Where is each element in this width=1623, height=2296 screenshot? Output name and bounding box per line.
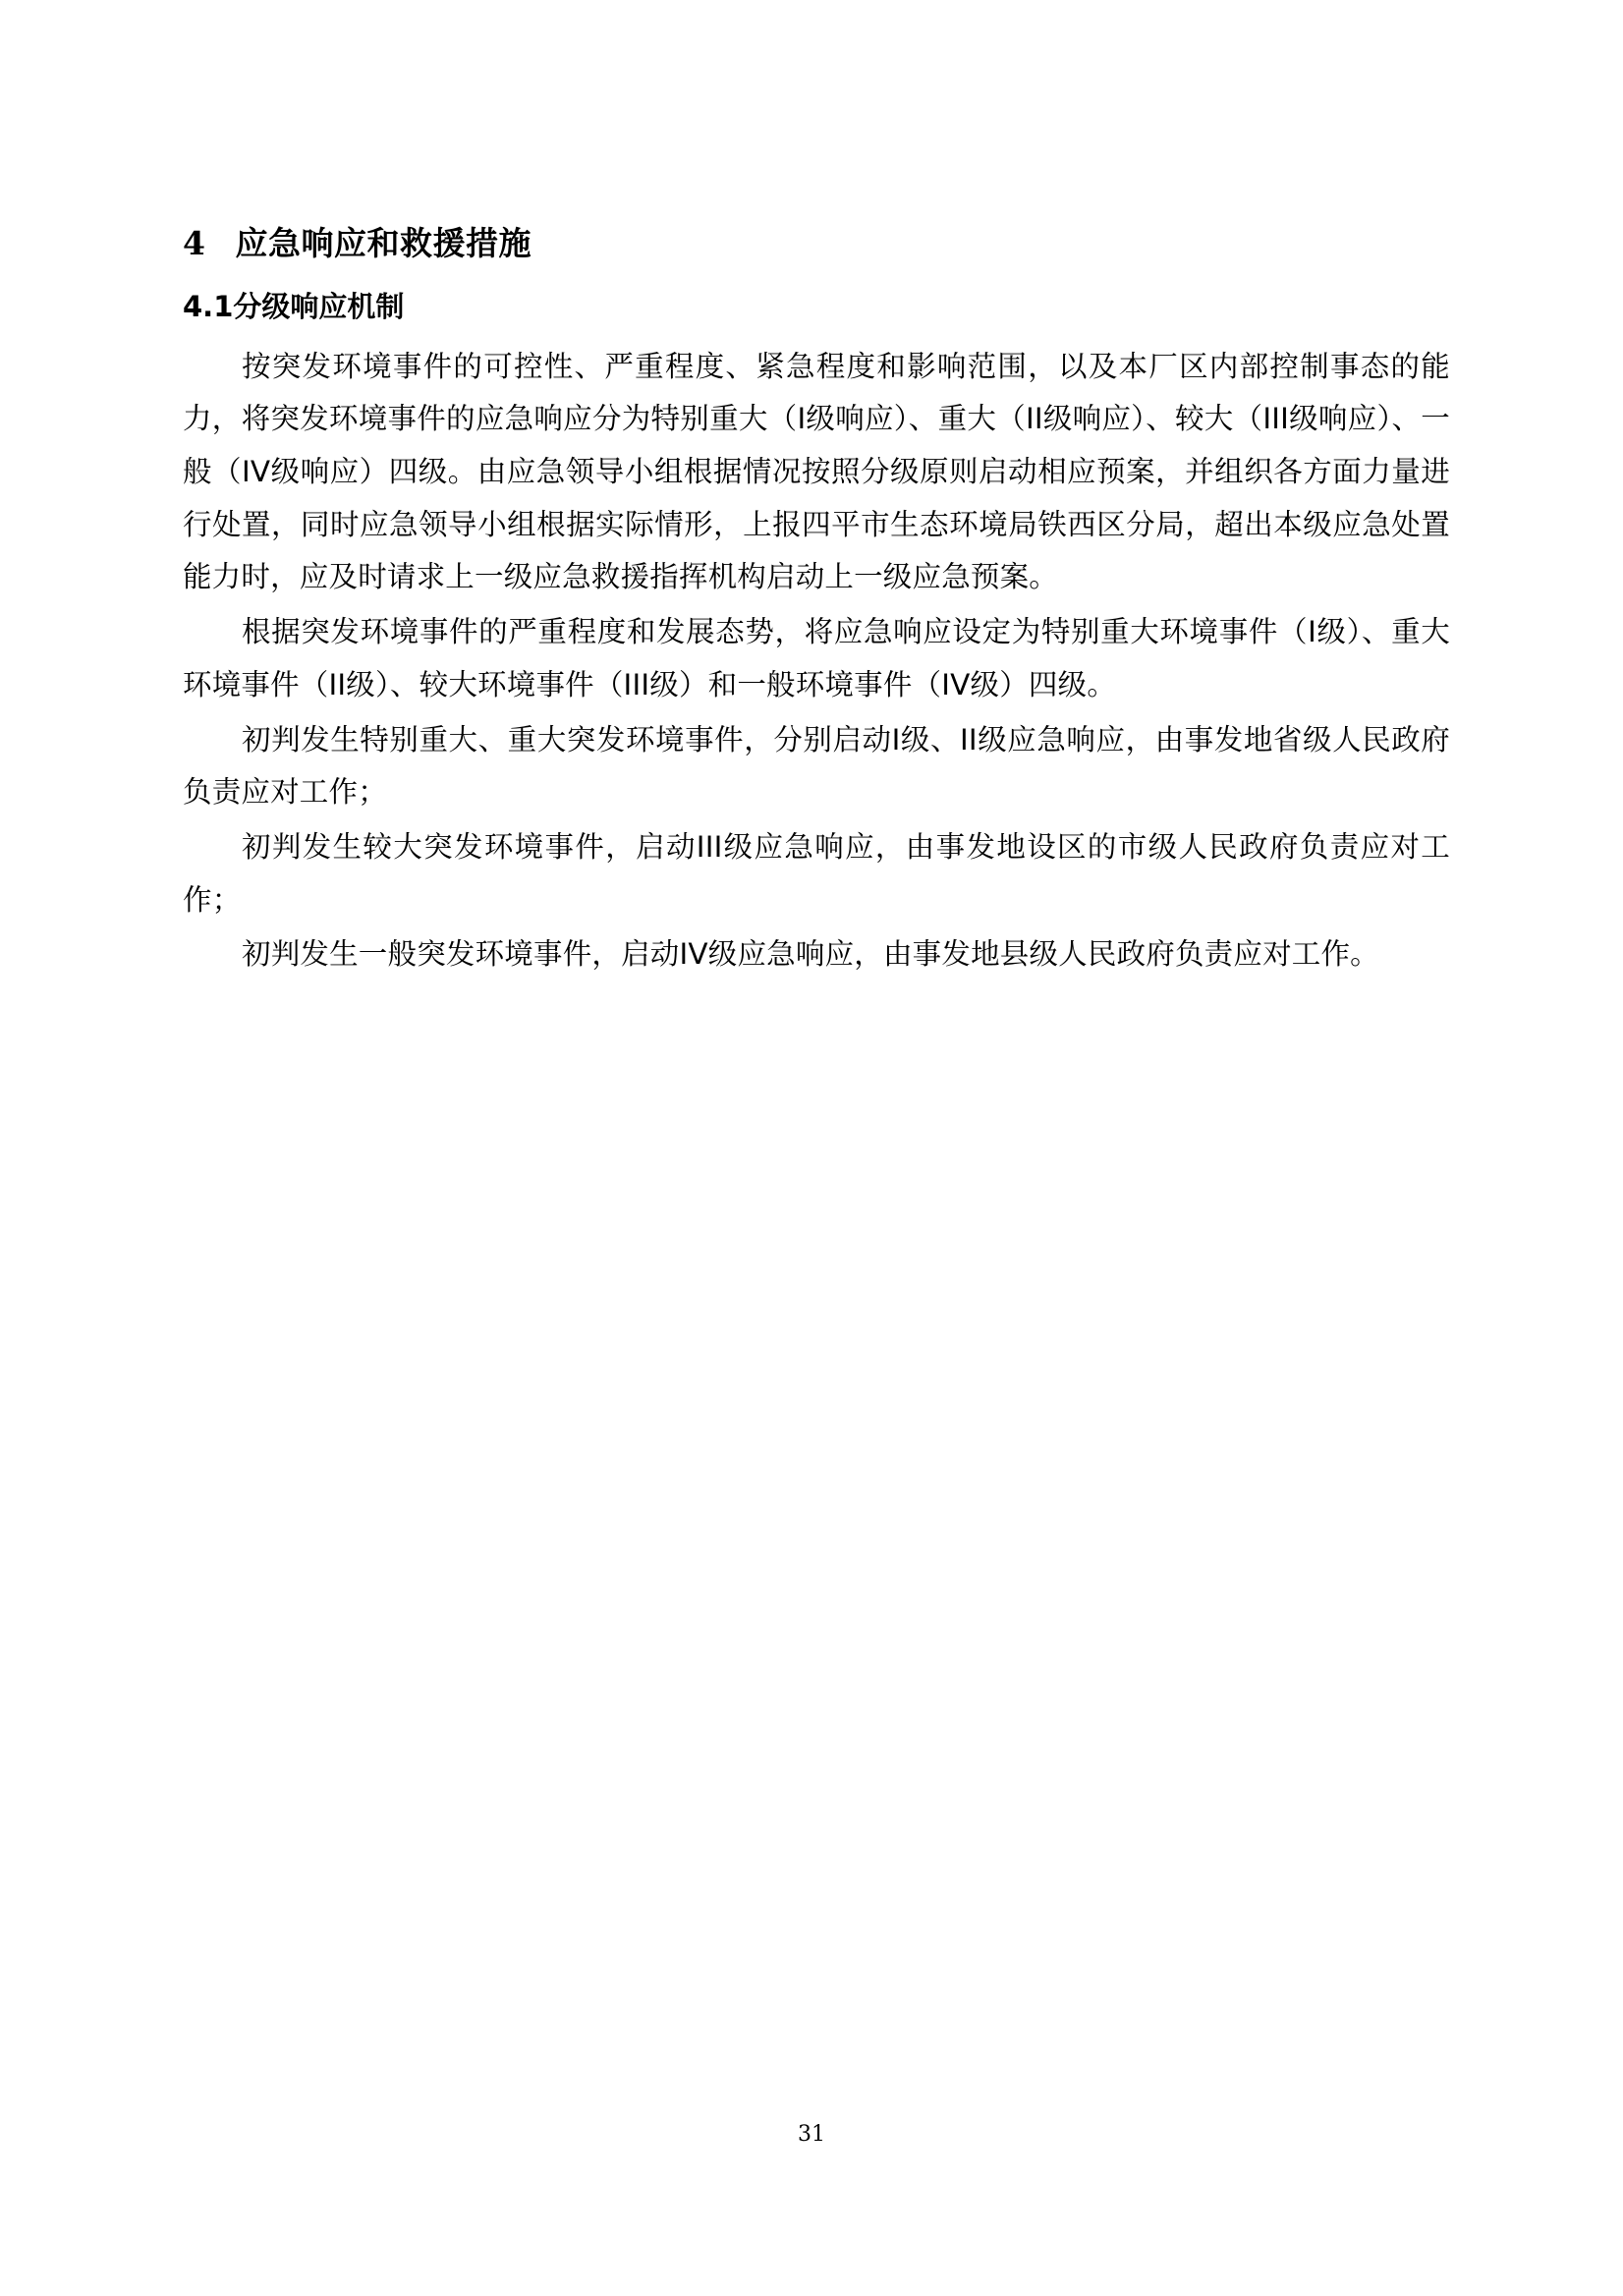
paragraph-2: 根据突发环境事件的严重程度和发展态势，将应急响应设定为特别重大环境事件（I级）、重大环境事件（II级）、较大环境事件（III级）和一般环境事件（IV级）四级。	[183, 615, 1450, 701]
paragraph-5: 初判发生一般突发环境事件，启动IV级应急响应，由事发地县级人民政府负责应对工作。	[242, 937, 1379, 972]
section-heading-4	[183, 221, 1450, 266]
section-heading-text: 应急响应和救援措施	[235, 224, 532, 262]
paragraph-3: 初判发生特别重大、重大突发环境事件，分别启动I级、II级应急响应，由事发地省级人民政府负责应对工作；	[183, 722, 1450, 810]
page-number: 31	[798, 2122, 825, 2147]
section-heading-number: 4	[183, 224, 206, 262]
document-body	[183, 221, 1450, 983]
paragraph-1: 按突发环境事件的可控性、严重程度、紧急程度和影响范围，以及本厂区内部控制事态的能力，将突发环境事件的应急响应分为特别重大（I级响应）、重大（II级响应）、较大（III级响应）、一般（IV级响应）四级。由应急领导小组根据情况按照分级原则启动相应预案，并组织各方面力量进行处置，同时应急领导小组根据实际情形，上报四平市生态环境局铁西区分局，超出本级应急处置能力时，应及时请求上一级应急救援指挥机构启动上一级应急预案。	[183, 349, 1450, 594]
subsection-heading-4-1: 4.1分级响应机制	[183, 290, 405, 324]
paragraph-4: 初判发生较大突发环境事件，启动III级应急响应，由事发地设区的市级人民政府负责应对工作；	[183, 829, 1450, 917]
